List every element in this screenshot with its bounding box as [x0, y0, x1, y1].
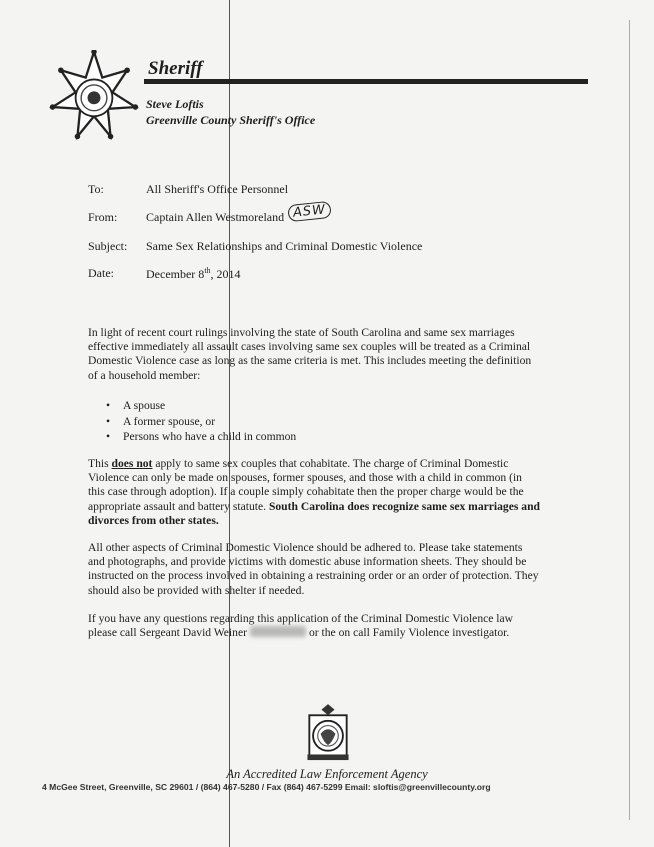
p2-mid: apply to same sex couples that cohabitate. The charge of Criminal Domestic Violence can only be made on spouses, former spouses, and those with a child in common (in this case through adoption). If a couple simply cohabitate then the proper charge would be the appropriate assault and battery statute.: [88, 457, 524, 513]
office-name: Greenville County Sheriff's Office: [146, 113, 316, 127]
office-address: 4 McGee Street, Greenville, SC 29601 / (864) 467-5280 / Fax (864) 467-5299 Email: sloftis@greenvillecounty.org: [42, 782, 491, 792]
procedures-paragraph: All other aspects of Criminal Domestic Violence should be adhered to. Please take statements and photographs, and provide victims with domestic abuse information sheets. They should be instructed on the process involved in obtaining a restraining order or an order of protection. They should also be provided with shelter if needed.: [88, 541, 539, 597]
subject-value: Same Sex Relationships and Criminal Domestic Violence: [146, 239, 423, 253]
p2-bold-statement: South Carolina does recognize same sex marriages and divorces from other states.: [88, 499, 540, 527]
subject-label: Subject:: [88, 239, 128, 253]
p2-start: This: [88, 457, 112, 470]
date-year: , 2014: [210, 267, 241, 281]
contact-paragraph: [88, 612, 540, 640]
p4-end: or the on call Family Violence investigator.: [308, 626, 510, 640]
to-label: To:: [88, 182, 104, 196]
from-value: Captain Allen Westmoreland: [146, 210, 285, 224]
cohabitation-paragraph: [88, 457, 540, 528]
p2-emphasis: does not: [111, 457, 153, 470]
sheriff-name: Steve Loftis: [146, 97, 204, 111]
list-item: • A former spouse, or: [106, 414, 296, 430]
date-month-day: December 8: [146, 267, 205, 281]
date-label: Date:: [88, 266, 114, 280]
scan-edge-line: [629, 20, 630, 820]
list-item: • Persons who have a child in common: [106, 429, 296, 445]
p4-start: If you have any questions regarding this application of the Criminal Domestic Violence law please call Sergeant David Weiner: [88, 612, 514, 640]
accreditation-seal-icon: [300, 702, 356, 764]
handwritten-initials: ASW: [287, 201, 332, 222]
list-item: • A spouse: [106, 398, 296, 414]
date-suffix: th: [204, 266, 211, 275]
letterhead-title: Sheriff: [148, 58, 203, 79]
accreditation-tagline: An Accredited Law Enforcement Agency: [226, 767, 428, 781]
to-value: All Sheriff's Office Personnel: [146, 182, 289, 196]
sheriff-star-badge-icon: [48, 50, 140, 142]
redacted-phone: [250, 626, 306, 637]
from-label: From:: [88, 210, 118, 224]
title-rule: [144, 79, 588, 84]
intro-paragraph: In light of recent court rulings involving the state of South Carolina and same sex marriages effective immediately all assault cases involving same sex couples will be treated as a Criminal Domestic Violence case as long as the same criteria is met. This includes meeting the definition of a household member:: [88, 326, 532, 382]
household-member-list: [106, 398, 296, 445]
date-value: [146, 266, 241, 282]
